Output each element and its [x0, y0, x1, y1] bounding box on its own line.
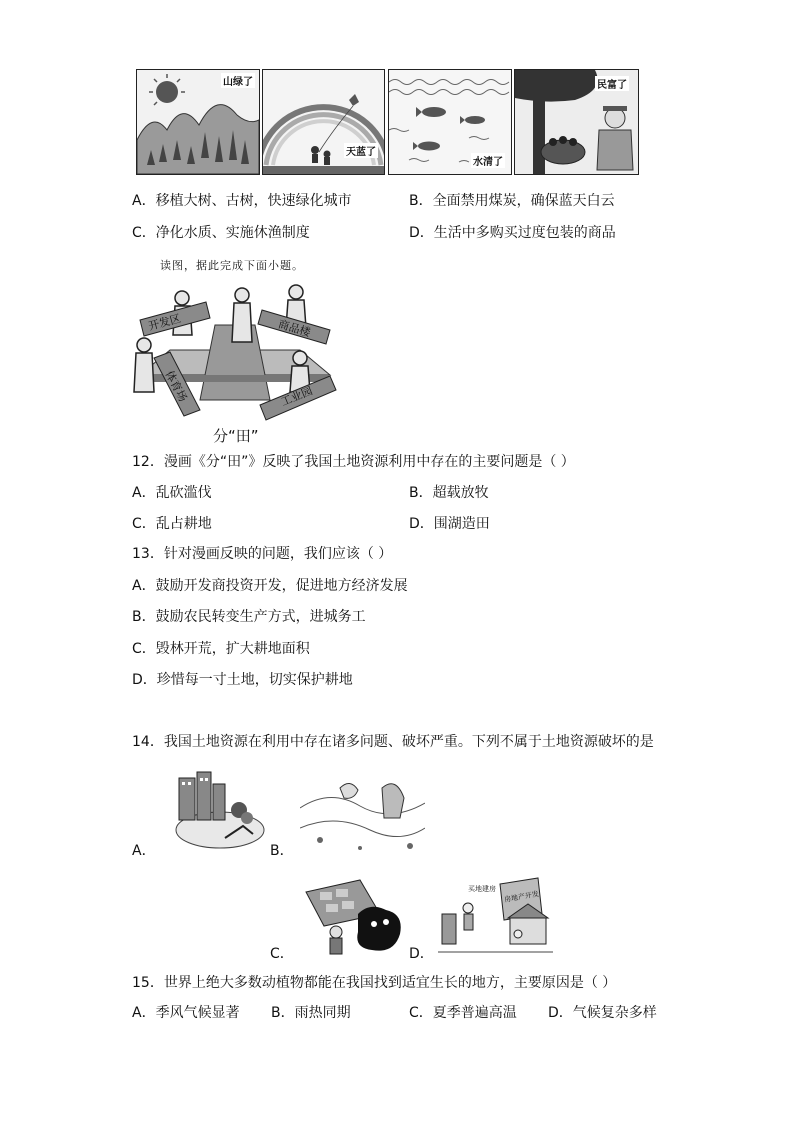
q15-option-c[interactable]: C．夏季普遍高温	[409, 1005, 517, 1021]
q14-label-a[interactable]: A．	[132, 843, 156, 859]
q11-option-c[interactable]: C．净化水质、实施休渔制度	[132, 225, 310, 241]
rainbow-kite-illustration	[263, 70, 384, 174]
q12-option-b[interactable]: B．超载放牧	[409, 485, 489, 501]
cartoon-sign: 体育场	[162, 368, 190, 404]
q15-option-a[interactable]: A．季风气候显著	[132, 1005, 240, 1021]
q11-option-a[interactable]: A．移植大树、古树，快速绿化城市	[132, 193, 352, 209]
q14-label-c[interactable]: C．	[270, 946, 294, 962]
d-sign: 房地产开发	[503, 890, 540, 904]
desert-land-illustration	[300, 768, 425, 856]
panel-tag: 天蓝了	[344, 143, 378, 158]
panel-tag: 山绿了	[221, 73, 255, 88]
soil-pollution-illustration	[300, 874, 408, 958]
q13-option-a[interactable]: A．鼓励开发商投资开发，促进地方经济发展	[132, 578, 408, 594]
q12-option-d[interactable]: D．围湖造田	[409, 516, 490, 532]
panel-tag: 水清了	[471, 153, 505, 168]
panel-blue-sky	[262, 69, 385, 175]
q13-option-b[interactable]: B．鼓励农民转变生产方式，进城务工	[132, 609, 366, 625]
q13-option-c[interactable]: C．毁林开荒，扩大耕地面积	[132, 641, 310, 657]
panel-clear-water	[388, 69, 512, 175]
d-sign: 买地建房	[468, 885, 496, 893]
cartoon-illustration	[130, 280, 340, 425]
q14-image-b	[300, 768, 425, 856]
q14-image-c	[300, 874, 408, 958]
q12-option-c[interactable]: C．乱占耕地	[132, 516, 212, 532]
q15-stem: 15．世界上绝大多数动植物都能在我国找到适宜生长的地方，主要原因是（ ）	[132, 975, 617, 991]
q13-option-d[interactable]: D．珍惜每一寸土地，切实保护耕地	[132, 672, 353, 688]
cartoon-sign: 商品楼	[276, 317, 313, 340]
q11-option-b[interactable]: B．全面禁用煤炭，确保蓝天白云	[409, 193, 615, 209]
panel-rich-people	[514, 69, 639, 175]
cartoon-dividing-field	[130, 280, 340, 425]
q15-option-d[interactable]: D．气候复杂多样	[548, 1005, 657, 1021]
q15-option-b[interactable]: B．雨热同期	[271, 1005, 351, 1021]
panel-green-mountains	[136, 69, 260, 175]
cartoon-sign: 工业园	[278, 384, 315, 409]
city-expansion-illustration	[165, 768, 265, 856]
q14-label-d[interactable]: D．	[409, 946, 434, 962]
reading-instruction: 读图，据此完成下面小题。	[160, 259, 304, 272]
q14-stem: 14．我国土地资源在利用中存在诸多问题、破坏严重。下列不属于土地资源破坏的是	[132, 734, 654, 750]
q13-stem: 13．针对漫画反映的问题，我们应该（ ）	[132, 546, 393, 562]
q14-label-b[interactable]: B．	[270, 843, 294, 859]
q12-option-a[interactable]: A．乱砍滥伐	[132, 485, 212, 501]
q11-option-d[interactable]: D．生活中多购买过度包装的商品	[409, 225, 616, 241]
cartoon-sign: 开发区	[147, 311, 183, 334]
q14-image-a	[165, 768, 265, 856]
cartoon-caption: 分“田”	[213, 427, 259, 445]
panel-tag: 民富了	[595, 76, 629, 91]
q14-image-d	[438, 874, 553, 958]
q12-stem: 12．漫画《分“田”》反映了我国土地资源利用中存在的主要问题是（ ）	[132, 454, 575, 470]
